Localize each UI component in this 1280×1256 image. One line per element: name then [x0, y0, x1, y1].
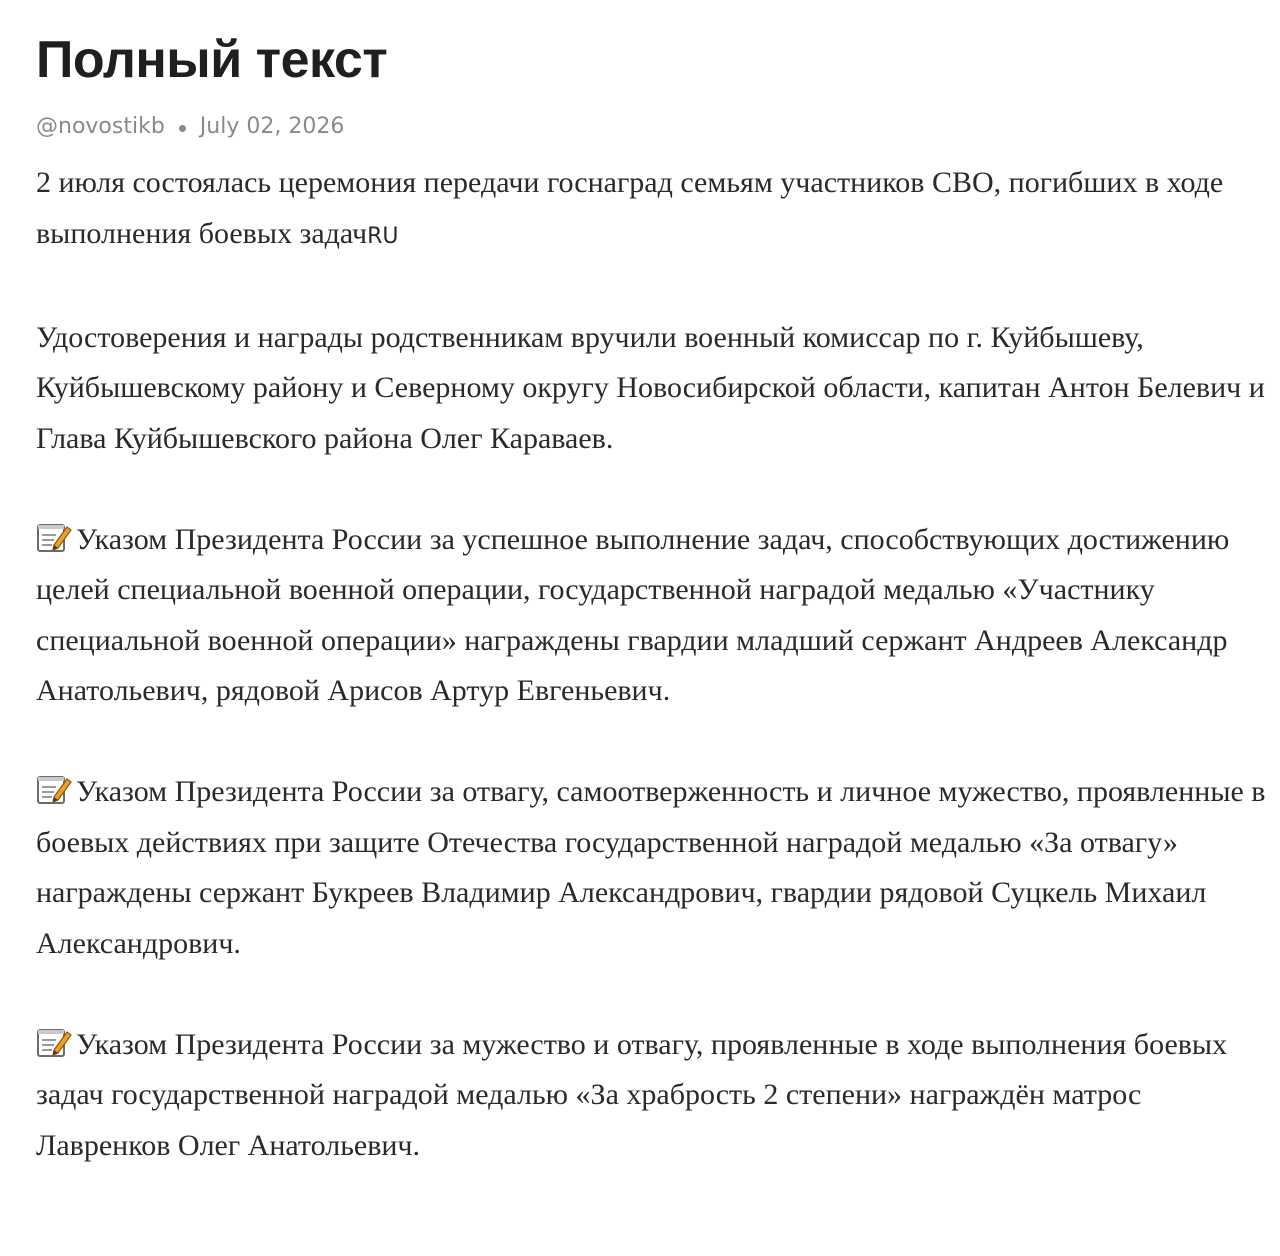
paragraph-presenters — [36, 313, 1272, 465]
publish-date: July 02, 2026 — [199, 114, 345, 139]
paragraph-text: 2 июля состоялась церемония передачи госнаград семьям участников СВО, погибших в ходе выполнения боевых задач — [36, 166, 1224, 250]
paragraph-suffix: RU — [367, 223, 399, 249]
page-title: Полный текст — [36, 31, 388, 89]
memo-icon — [36, 521, 72, 553]
paragraph-intro — [36, 158, 1272, 262]
paragraph-text: Указом Президента России за отвагу, самоотверженность и личное мужество, проявленные в боевых действиях при защите Отечества государственной наградой медалью «За отвагу» награждены сержант Букреев Владимир Александрович, гвардии рядовой Суцкель Михаил Александрович. — [36, 775, 1266, 960]
memo-icon — [36, 1026, 72, 1058]
memo-icon — [36, 773, 72, 805]
article-meta — [36, 112, 1272, 142]
separator-dot-icon — [179, 125, 186, 132]
paragraph-text: Удостоверения и награды родственникам вручили военный комиссар по г. Куйбышеву, Куйбышевскому району и Северному округу Новосибирской области, капитан Антон Белевич и Глава Куйбышевского района Олег Караваев. — [36, 320, 1265, 455]
paragraph-award-courage — [36, 767, 1272, 969]
article-body — [36, 158, 1272, 1171]
paragraph-award-svo — [36, 515, 1272, 717]
paragraph-award-bravery — [36, 1020, 1272, 1172]
paragraph-text: Указом Президента России за мужество и отвагу, проявленные в ходе выполнения боевых задач государственной наградой медалью «За храбрость 2 степени» награждён матрос Лавренков Олег Анатольевич. — [36, 1027, 1228, 1162]
article — [36, 30, 1272, 1171]
author-handle[interactable]: @novostikb — [36, 114, 165, 139]
paragraph-text: Указом Президента России за успешное выполнение задач, способствующих достижению целей специальной военной операции, государственной наградой медалью «Участнику специальной военной операции» награждены гвардии младший сержант Андреев Александр Анатольевич, рядовой Арисов Артур Евгеньевич. — [36, 522, 1230, 707]
